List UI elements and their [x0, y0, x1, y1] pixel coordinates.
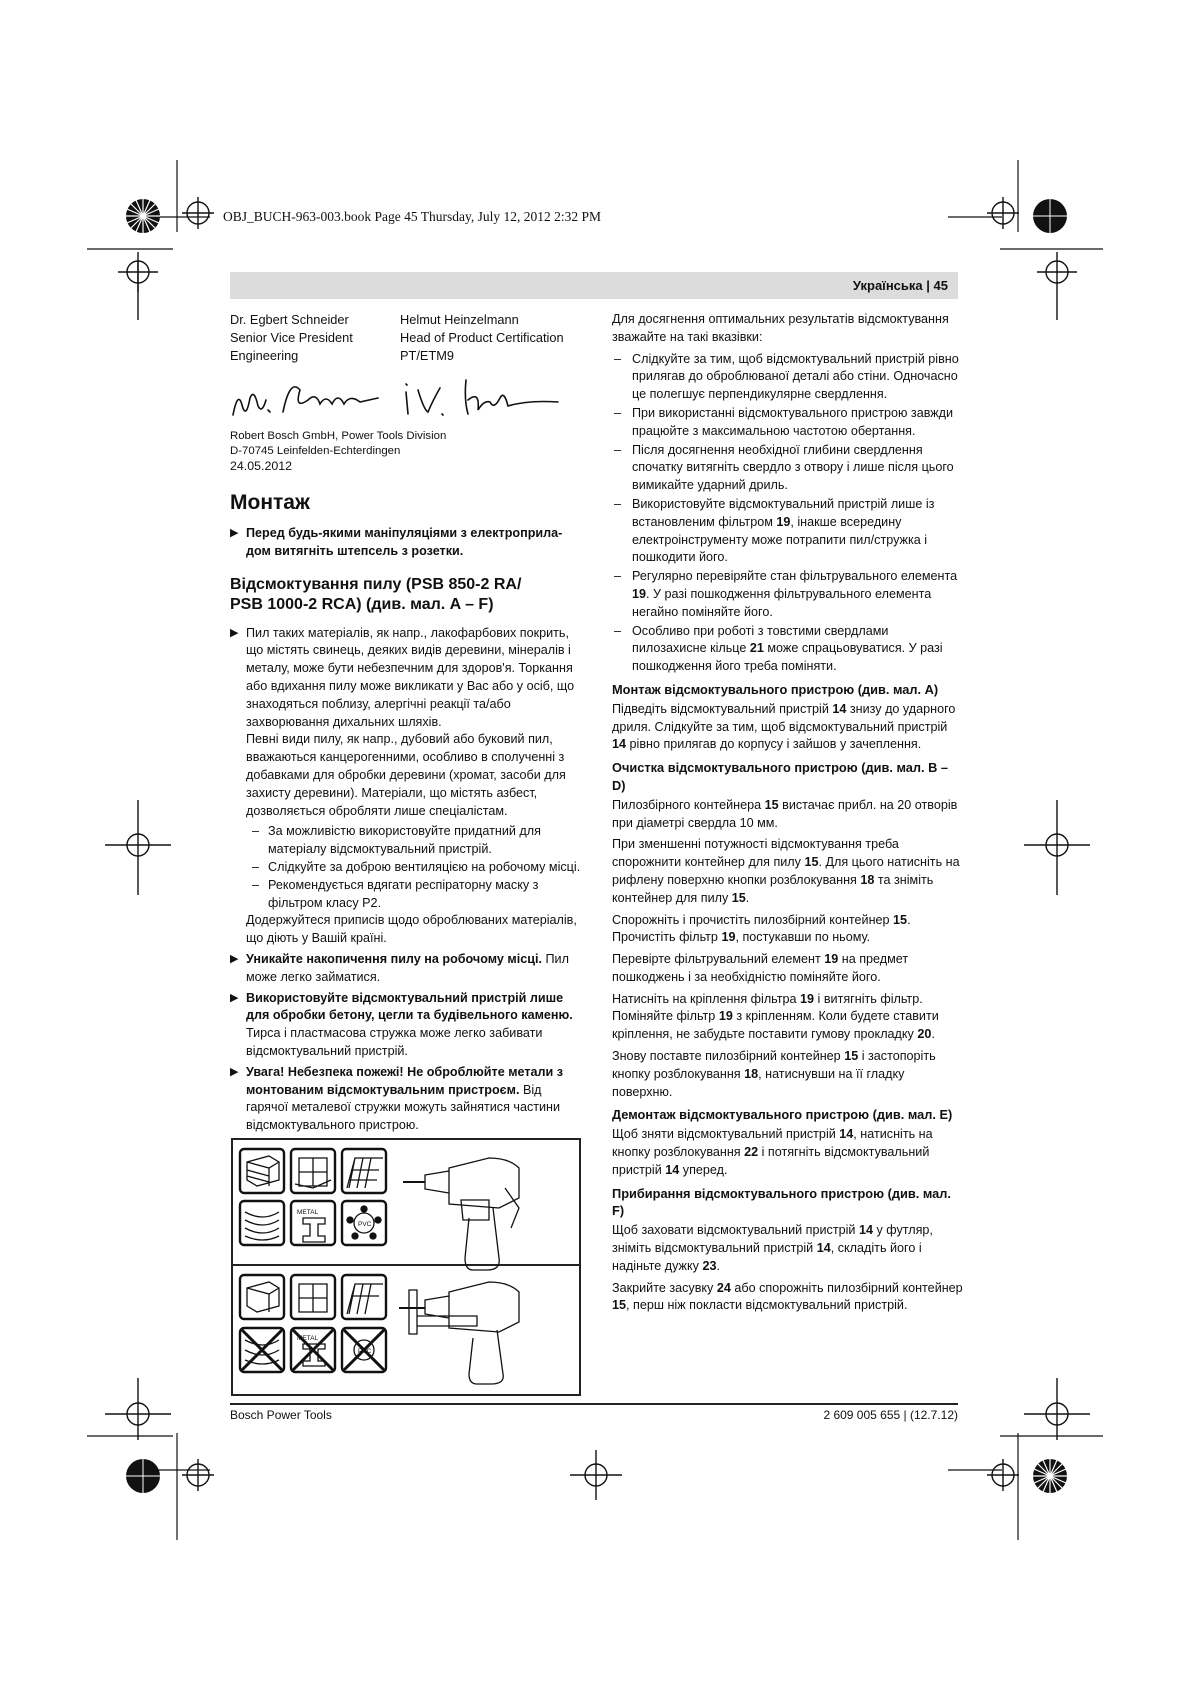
registration-target-left-upper: [118, 252, 158, 320]
registration-target-right-lower: [1024, 1378, 1090, 1440]
part-reference-number: 21: [749, 641, 764, 656]
text-run: Щоб зняти відсмоктувальний пристрій: [612, 1127, 840, 1142]
dust-heading-line1: Відсмоктування пилу (PSB 850-2 RA/: [230, 575, 522, 593]
signatory-2-name: Helmut Heinzelmann: [400, 312, 519, 327]
text-run: , постукавши по ньому.: [735, 930, 871, 945]
company-info: [230, 429, 446, 474]
part-reference-number: 14: [839, 1127, 854, 1142]
text-run: Використовуйте відсмоктувальний пристрій лише із встановленим фільтром: [632, 496, 935, 529]
text-run: уперед.: [679, 1162, 728, 1177]
part-reference-number: 14: [612, 737, 627, 752]
signatory-1-dept: Engineering: [230, 348, 299, 363]
text-run: . Прочистіть фільтр: [612, 912, 911, 945]
tip-text: [632, 352, 959, 402]
bullet-triangle-icon: ▶: [230, 1065, 239, 1078]
dash-bullet: –: [614, 623, 622, 638]
registration-target-left-middle: [105, 800, 171, 895]
text-run: з кріпленням. Коли будете ставити кріплення, не забудьте поставити гумову прокладку: [612, 1009, 939, 1042]
part-reference-number: 20: [917, 1027, 932, 1042]
text-run: Щоб заховати відсмоктувальний пристрій: [612, 1223, 859, 1238]
text-run: , інакше всередину електроінструменту може потрапити пил/стружка і пошкодити його.: [632, 514, 928, 565]
part-reference-number: 19: [800, 991, 815, 1006]
registration-target-right-middle: [1024, 800, 1090, 895]
storage-heading: Прибирання відсмоктувального пристрою (див. мал. F): [612, 1185, 951, 1219]
dust-subitem: – За можливістю використовуйте придатний для матеріалу відсмоктувальний пристрій.: [252, 824, 541, 857]
cleaning-p1: [612, 797, 964, 833]
pvc-label-crossed: PVC: [358, 1348, 372, 1355]
part-reference-number: 15: [612, 1298, 627, 1313]
part-reference-number: 15: [893, 912, 908, 927]
part-reference-number: 22: [744, 1145, 759, 1160]
mount-heading: Монтаж відсмоктувального пристрою (див. мал. A): [612, 681, 939, 697]
warning-dust-accumulation: ▶ Уникайте накопичення пилу на робочому місці. Пил може легко займатися.: [230, 951, 569, 984]
header-language: Українська: [852, 278, 923, 293]
part-reference-number: 15: [844, 1049, 859, 1064]
text-run: .: [931, 1027, 935, 1042]
registration-target-bottom-right: [987, 1459, 1019, 1491]
dial-mark-top-right: [1033, 199, 1067, 233]
part-reference-number: 19: [776, 514, 791, 529]
part-reference-number: 15: [804, 855, 819, 870]
drill-with-dust-extractor-icon: [409, 1282, 519, 1384]
dust-subitem: – Рекомендується вдягати респіраторну маску з фільтром класу P2.: [252, 877, 539, 910]
warning-fire: ▶ Увага! Небезпека пожежі! Не оброблюйте метали з монтованим відсмоктувальним пристроєм. Від гарячої металевої стружки можуть зайнятися частини відсмоктувального пристрою.: [230, 1064, 564, 1133]
text-run: При використанні відсмоктувального пристрою завжди працюйте з максимальною частотою обертання.: [632, 405, 954, 438]
footer-doc-number: 2 609 005 655 | (12.7.12): [823, 1408, 958, 1422]
cleaning-p5: [612, 991, 964, 1044]
dash-bullet: –: [614, 496, 622, 511]
part-reference-number: 24: [716, 1280, 731, 1295]
text-run: , натиснувши на її гладку поверхню.: [612, 1066, 905, 1099]
dust-subitem: – Слідкуйте за доброю вентиляцією на робочому місці.: [252, 859, 581, 874]
part-reference-number: 23: [702, 1258, 717, 1273]
text-run: .: [745, 890, 750, 905]
starburst-mark-top-left: [126, 199, 160, 233]
text-run: і витягніть фільтр. Поміняйте фільтр: [612, 991, 923, 1024]
metal-icon: [291, 1201, 335, 1245]
text-run: Особливо при роботі з товстими свердлами пилозахисне кільце: [632, 623, 889, 656]
tip-text: [632, 624, 943, 674]
text-run: та зніміть контейнер для пилу: [612, 872, 934, 905]
declaration-date: 24.05.2012: [230, 459, 293, 473]
text-run: Регулярно перевіряйте стан фільтрувального елемента: [632, 569, 958, 584]
text-run: Підведіть відсмоктувальний пристрій: [612, 701, 833, 716]
text-run: Пилозбірного контейнера: [612, 797, 765, 812]
text-run: . У разі пошкодження фільтрувального елемента негайно поміняйте його.: [632, 586, 932, 619]
part-reference-number: 15: [764, 797, 779, 812]
part-reference-number: 14: [665, 1162, 680, 1177]
storage-p2: [612, 1280, 964, 1316]
footer-rule: [230, 1403, 958, 1405]
cleaning-p6: [612, 1048, 964, 1101]
registration-target-left-lower: [105, 1378, 171, 1440]
part-reference-number: 19: [718, 1009, 733, 1024]
text-run: .: [716, 1258, 720, 1273]
part-reference-number: 15: [731, 890, 746, 905]
warning-materials: ▶ Використовуйте відсмоктувальний пристрій лише для обробки бетону, цегли та будівельного каменю. Тирса і пластмасова стружка може легко забивати відсмоктувальний пристрій.: [230, 990, 573, 1058]
tip-item: [612, 405, 964, 441]
dash-bullet: –: [614, 569, 622, 584]
warning-unplug: [230, 525, 582, 561]
text-run: вистачає прибл. на 20 отворів при діаметрі свердла 10 мм.: [612, 797, 958, 830]
company-name: Robert Bosch GmbH, Power Tools Division: [230, 430, 447, 442]
part-reference-number: 19: [721, 930, 736, 945]
dust-warning-p1: Пил таких матеріалів, як напр., лакофарбових покрить, що містять свинець, деяких видів деревини, мінералів і металу, може бути небезпечним для здоров'я. Торкання або вдихання пилу може викликати у Вас або у осіб, що знаходяться поблизу, алергічні реакції та/або захворювання дихальних шляхів.: [246, 625, 575, 729]
dash-bullet: –: [614, 442, 622, 457]
text-run: Закрийте засувку: [612, 1280, 717, 1295]
signatory-1-title: Senior Vice President: [230, 330, 353, 345]
dust-heading-line2: PSB 1000-2 RCA) (див. мал. A – F): [230, 595, 494, 613]
text-run: Натисніть на кріплення фільтра: [612, 991, 801, 1006]
tips-list: [612, 351, 964, 676]
tip-text: [632, 443, 954, 493]
part-reference-number: 14: [816, 1241, 831, 1256]
right-column-body: [612, 311, 964, 1319]
cleaning-p3: [612, 912, 964, 948]
part-reference-number: 18: [744, 1066, 759, 1081]
tips-intro: Для досягнення оптимальних результатів відсмоктування зважайте на такі вказівки:: [612, 312, 949, 344]
text-run: і потягніть відсмоктувальний пристрій: [612, 1145, 930, 1177]
cleaning-p4: [612, 951, 964, 987]
signatory-2: [400, 311, 595, 365]
text-run: , складіть його і надіньте дужку: [612, 1241, 922, 1273]
part-reference-number: 14: [858, 1223, 873, 1238]
tip-item: [612, 568, 964, 621]
signatory-2-title: Head of Product Certification: [400, 330, 564, 345]
bullet-triangle-icon: ▶: [230, 626, 239, 639]
cleaning-p2: [612, 836, 964, 907]
part-reference-number: 18: [860, 872, 875, 887]
bullet-triangle-icon: ▶: [230, 991, 239, 1004]
text-run: може спрацьовуватися. У разі пошкодження його треба поміняти.: [632, 641, 943, 674]
storage-p1: [612, 1222, 964, 1275]
metal-label: METAL: [297, 1209, 319, 1216]
pvc-label: PVC: [358, 1221, 372, 1228]
signature-2: [406, 380, 558, 415]
part-reference-number: 19: [632, 586, 647, 601]
registration-target-bottom-left: [182, 1459, 214, 1491]
mount-text: [612, 701, 964, 754]
signatory-2-dept: PT/ETM9: [400, 348, 455, 363]
text-run: знизу до ударного дриля. Слідкуйте за тим, щоб відсмоктувальний пристрій: [612, 701, 956, 734]
handwritten-signatures: [228, 370, 568, 430]
tip-item: [612, 623, 964, 676]
tip-item: [612, 351, 964, 404]
section-title: Монтаж: [230, 491, 310, 514]
dismount-heading: Демонтаж відсмоктувального пристрою (див. мал. E): [612, 1107, 953, 1123]
footer-brand: Bosch Power Tools: [230, 1408, 332, 1422]
registration-target-top-right: [987, 197, 1019, 229]
page-number: 45: [933, 278, 948, 293]
tip-text: [632, 497, 934, 564]
text-run: Перевірте фільтрувальний елемент: [612, 952, 825, 967]
header-separator: |: [922, 278, 934, 293]
company-address: D-70745 Leinfelden-Echterdingen: [230, 445, 401, 457]
dash-bullet: –: [614, 351, 622, 366]
figure-drawing: [233, 1140, 579, 1394]
tip-item: [612, 496, 964, 567]
dismount-text: [612, 1126, 964, 1179]
left-column-body: [230, 525, 582, 1138]
text-run: рівно прилягав до корпусу і зайшов у зачеплення.: [626, 737, 922, 752]
dust-extraction-heading: [230, 575, 582, 615]
wood-icon: [240, 1201, 284, 1245]
text-run: Слідкуйте за тим, щоб відсмоктувальний пристрій рівно прилягав до оброблюваної деталі або стіни. Одночасно це полегшує перпендикулярне свердлення.: [632, 351, 959, 402]
part-reference-number: 19: [824, 952, 839, 967]
page-header-bar: [230, 272, 958, 299]
dust-rules: Додержуйтеся приписів щодо оброблюваних матеріалів, що діють у Вашій країні.: [246, 913, 577, 946]
text-run: Спорожніть і прочистіть пилозбірний контейнер: [612, 912, 894, 927]
signature-1: [233, 387, 378, 415]
tile-icon: [342, 1275, 386, 1319]
text-run: При зменшенні потужності відсмоктування треба спорожнити контейнер для пилу: [612, 837, 899, 870]
print-slug-line: OBJ_BUCH-963-003.book Page 45 Thursday, July 12, 2012 2:32 PM: [223, 209, 602, 224]
dust-hazard-warning: [230, 625, 582, 821]
text-run: . Для цього натисніть на рифлену поверхню кнопки розблокування: [612, 855, 960, 887]
material-usage-figure: [231, 1138, 581, 1396]
bullet-triangle-icon: ▶: [230, 527, 239, 539]
text-run: , перш ніж покласти відсмоктувальний пристрій.: [626, 1298, 908, 1313]
text-run: у футляр, зніміть відсмоктувальний пристрій: [612, 1223, 933, 1256]
warning-unplug-text: Перед будь-якими маніпуляціями з електроприла-дом витягніть штепсель з розетки.: [246, 526, 563, 558]
text-run: , натисніть на кнопку розблокування: [612, 1127, 933, 1160]
tip-item: [612, 442, 964, 495]
cleaning-heading: Очистка відсмоктувального пристрою (див. мал. B – D): [612, 760, 949, 793]
registration-target-right-upper: [1037, 252, 1077, 320]
text-run: Після досягнення необхідної глибини свердлення спочатку витягніть свердло з отвору і лише після цього вимикайте ударний дриль.: [632, 442, 954, 493]
dash-bullet: –: [614, 405, 622, 420]
signatory-1-name: Dr. Egbert Schneider: [230, 312, 349, 327]
dial-mark-bottom-left: [126, 1459, 160, 1493]
drill-icon: [425, 1158, 519, 1270]
text-run: і застопоріть кнопку розблокування: [612, 1049, 936, 1081]
text-run: або спорожніть пилозбірний контейнер: [730, 1280, 963, 1295]
bullet-triangle-icon: ▶: [230, 952, 239, 965]
part-reference-number: 14: [832, 701, 847, 716]
dust-warning-p2: Певні види пилу, як напр., дубовий або буковий пил, вважаються канцерогенними, особливо в сполученні з добавками для обробки деревини (хромат, засоби для захисту деревини). Матеріали, що містять азбест, дозволяється обробляти лише спеціалістам.: [246, 732, 566, 818]
registration-target-bottom-center: [570, 1450, 622, 1500]
tile-icon: [342, 1149, 386, 1193]
text-run: на предмет пошкоджень і за необхідністю поміняйте його.: [612, 952, 909, 984]
text-run: Знову поставте пилозбірний контейнер: [612, 1049, 845, 1064]
tip-text: [632, 406, 953, 438]
registration-target-top-left: [182, 197, 214, 229]
signatory-1: [230, 311, 400, 365]
metal-label-crossed: METAL: [297, 1335, 319, 1342]
starburst-mark-bottom-right: [1033, 1459, 1067, 1493]
page-header-label: [853, 278, 948, 293]
tip-text: [632, 569, 957, 619]
